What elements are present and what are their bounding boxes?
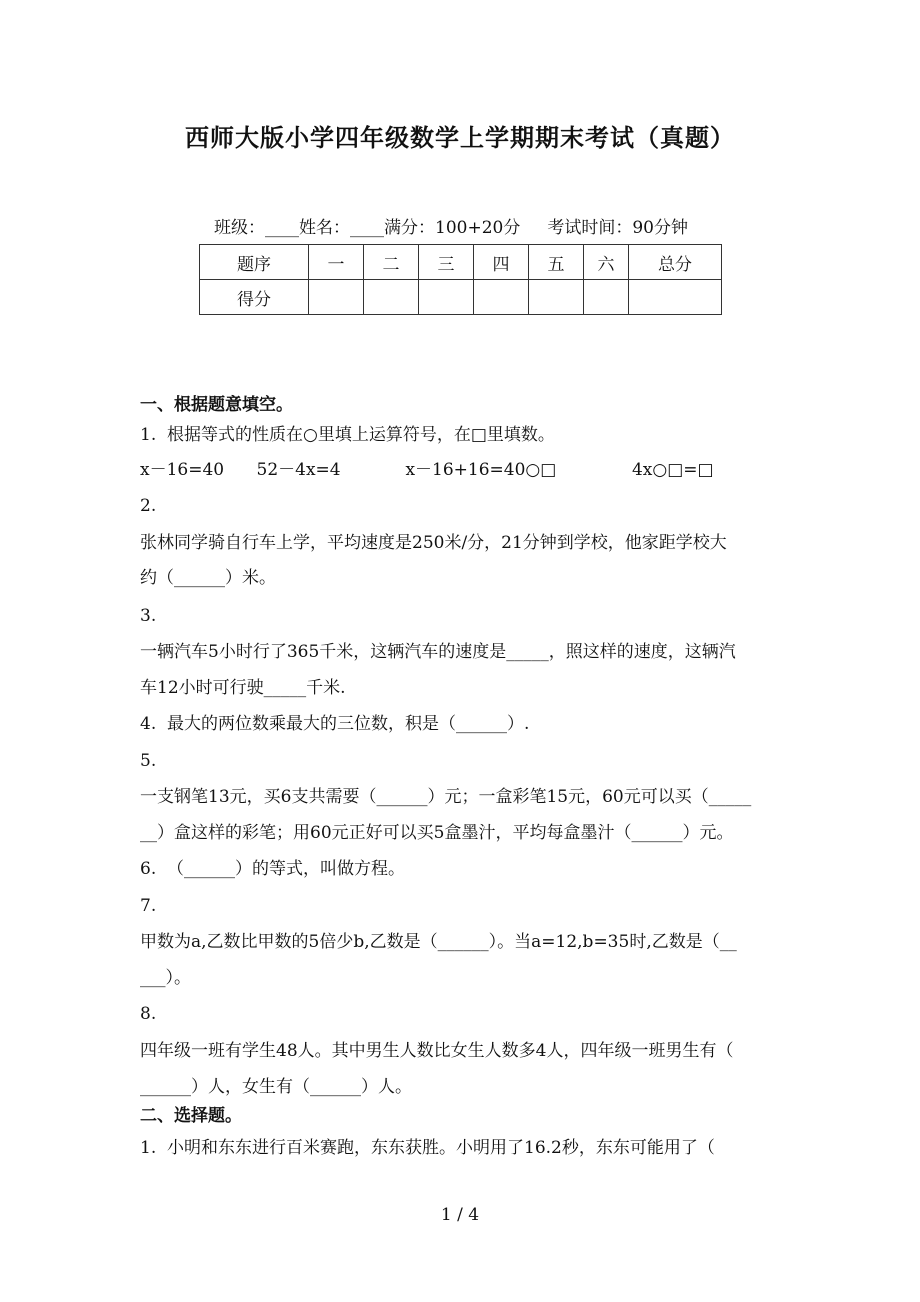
score-table: [199, 244, 722, 315]
page-number: 1 / 4: [440, 1205, 480, 1225]
question-line: 8.: [140, 1004, 157, 1024]
student-info-line: 班级：____姓名：____满分：100+20分 考试时间：90分钟: [214, 218, 688, 238]
question-line: 一辆汽车5小时行了365千米，这辆汽车的速度是_____，照这样的速度，这辆汽: [140, 642, 736, 662]
score-header-cell: 题序: [200, 245, 309, 280]
score-header-cell: 二: [364, 245, 419, 280]
question-line: 一支钢笔13元，买6支共需要（______）元；一盒彩笔15元，60元可以买（_____: [140, 787, 752, 807]
score-header-cell: 三: [419, 245, 474, 280]
score-row-label: 得分: [200, 280, 309, 315]
score-header-cell: 六: [584, 245, 629, 280]
question-line: 车12小时可行驶_____千米.: [140, 678, 346, 698]
score-cell[interactable]: [629, 280, 722, 315]
question-line: 3.: [140, 606, 157, 626]
score-cell[interactable]: [584, 280, 629, 315]
question-line: 6. （______）的等式，叫做方程。: [140, 859, 406, 879]
score-header-cell: 总分: [629, 245, 722, 280]
question-line: 1. 根据等式的性质在○里填上运算符号，在□里填数。: [140, 425, 555, 445]
score-table-header-row: [200, 245, 722, 280]
question-line: __）盒这样的彩笔；用60元正好可以买5盒墨汁，平均每盒墨汁（______）元。: [140, 823, 734, 843]
score-cell[interactable]: [419, 280, 474, 315]
section-heading: 二、选择题。: [140, 1106, 242, 1126]
score-header-cell: 四: [474, 245, 529, 280]
score-header-cell: 一: [309, 245, 364, 280]
page-title: 西师大版小学四年级数学上学期期末考试（真题）: [185, 123, 735, 152]
question-line: x－16=40 52－4x=4 x－16+16=40○□ 4x○□=□: [140, 460, 714, 480]
score-cell[interactable]: [529, 280, 584, 315]
question-line: 1. 小明和东东进行百米赛跑，东东获胜。小明用了16.2秒，东东可能用了（: [140, 1138, 715, 1158]
question-line: 2.: [140, 496, 157, 516]
score-table-score-row: [200, 280, 722, 315]
section-heading: 一、根据题意填空。: [140, 395, 293, 415]
score-cell[interactable]: [474, 280, 529, 315]
score-cell[interactable]: [309, 280, 364, 315]
question-line: 张林同学骑自行车上学，平均速度是250米/分，21分钟到学校，他家距学校大: [140, 533, 727, 553]
question-line: 甲数为a,乙数比甲数的5倍少b,乙数是（______）。当a=12,b=35时,乙数是（__: [140, 932, 737, 952]
question-line: ___）。: [140, 968, 191, 988]
question-line: 4. 最大的两位数乘最大的三位数，积是（______）.: [140, 714, 530, 734]
question-line: 约（______）米。: [140, 568, 276, 588]
question-line: 5.: [140, 751, 157, 771]
score-header-cell: 五: [529, 245, 584, 280]
question-line: ______）人，女生有（______）人。: [140, 1077, 412, 1097]
score-cell[interactable]: [364, 280, 419, 315]
question-line: 7.: [140, 896, 157, 916]
question-line: 四年级一班有学生48人。其中男生人数比女生人数多4人，四年级一班男生有（: [140, 1041, 734, 1061]
